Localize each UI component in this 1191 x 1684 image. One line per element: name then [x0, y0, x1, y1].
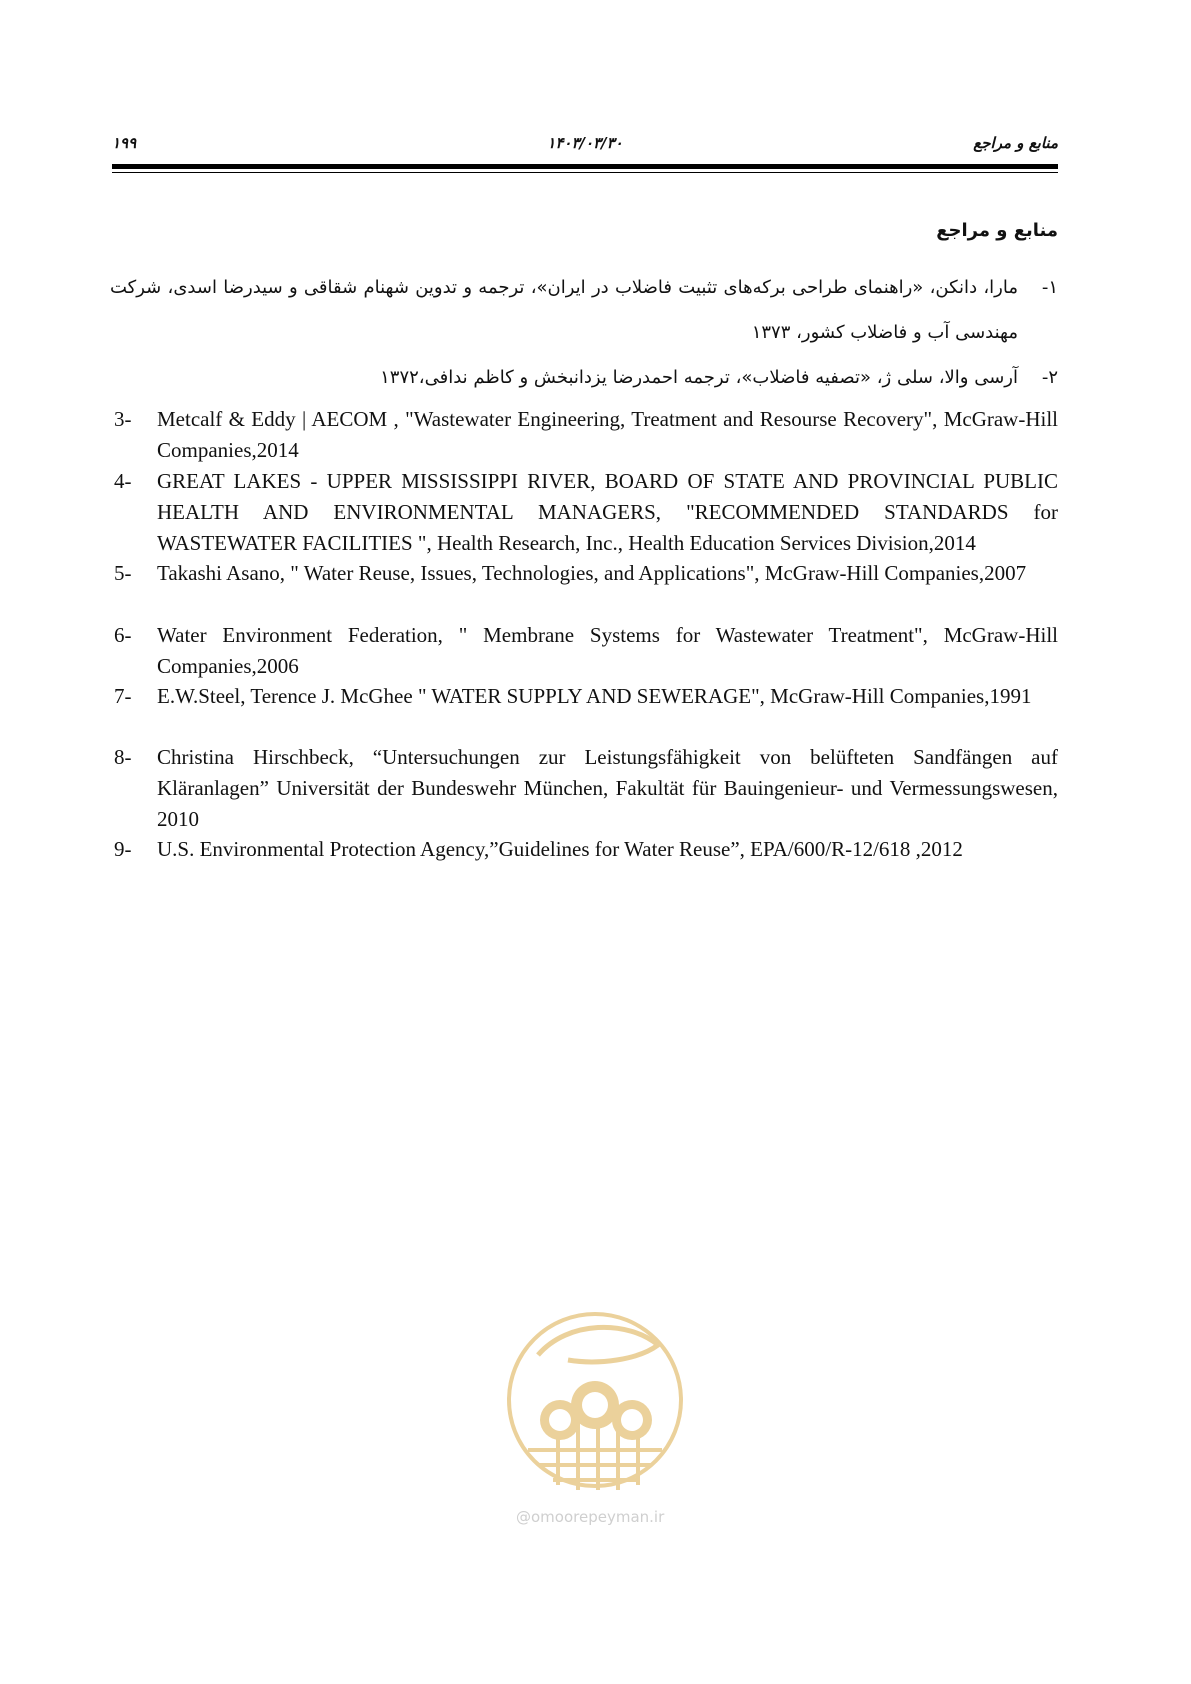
running-title: منابع و مراجع	[973, 134, 1058, 152]
reference-number: 5-	[114, 561, 132, 585]
reference-text: آرسی والا، سلی ژ، «تصفیه فاضلاب»، ترجمه احمدرضا یزدانبخش و کاظم ندافی،۱۳۷۲	[380, 367, 1018, 388]
reference-number: ۱-	[1041, 277, 1058, 298]
reference-text: E.W.Steel, Terence J. McGhee " WATER SUPPLY AND SEWERAGE", McGraw-Hill Companies,1991	[157, 684, 1032, 708]
reference-item	[114, 681, 1058, 712]
reference-text: Metcalf & Eddy | AECOM , "Wastewater Engineering, Treatment and Resourse Recovery", McGraw-Hill Companies,2014	[157, 407, 1058, 462]
reference-text: Christina Hirschbeck, “Untersuchungen zur Leistungsfähigkeit von belüfteten Sandfängen auf Kläranlagen” Universität der Bundeswehr München, Fakultät für Bauingenieur- und Vermessungswesen, 2010	[157, 745, 1058, 831]
reference-number: ۲-	[1041, 367, 1058, 388]
reference-text: U.S. Environmental Protection Agency,”Guidelines for Water Reuse”, EPA/600/R-12/618 ,2012	[157, 837, 963, 861]
reference-text: Takashi Asano, " Water Reuse, Issues, Technologies, and Applications", McGraw-Hill Companies,2007	[157, 561, 1027, 585]
page-header	[112, 128, 1058, 158]
reference-item	[114, 620, 1058, 682]
reference-number: 7-	[114, 684, 132, 708]
reference-number: 8-	[114, 745, 132, 769]
reference-text: Water Environment Federation, " Membrane Systems for Wastewater Treatment", McGraw-Hill Companies,2006	[157, 623, 1058, 678]
section-title: منابع و مراجع	[936, 220, 1058, 241]
reference-item	[114, 742, 1058, 835]
reference-item	[114, 834, 1058, 865]
reference-item	[114, 558, 1058, 589]
watermark-logo	[498, 1300, 692, 1530]
reference-number: 3-	[114, 407, 132, 431]
header-rule-thin	[112, 172, 1058, 173]
reference-number: 9-	[114, 837, 132, 861]
reference-text: GREAT LAKES - UPPER MISSISSIPPI RIVER, BOARD OF STATE AND PROVINCIAL PUBLIC HEALTH AND ENVIRONMENTAL MANAGERS, "RECOMMENDED STANDARDS for WASTEWATER FACILITIES ", Health Research, Inc., Health Education Services Division,2014	[157, 469, 1058, 555]
page-number: ۱۹۹	[112, 134, 137, 152]
header-date: ۱۴۰۳/۰۳/۳۰	[547, 134, 623, 152]
reference-text: مارا، دانکن، «راهنمای طراحی برکه‌های تثبیت فاضلاب در ایران»، ترجمه و تدوین شهنام شقاقی و سیدرضا اسدی، شرکت مهندسی آب و فاضلاب کشور، ۱۳۷۳	[110, 277, 1018, 343]
header-rule-thick	[112, 164, 1058, 169]
reference-number: 4-	[114, 469, 132, 493]
reference-number: 6-	[114, 623, 132, 647]
reference-item	[114, 466, 1058, 559]
watermark-url: @omoorepeyman.ir	[516, 1508, 665, 1526]
reference-item	[110, 355, 1058, 400]
reference-item	[114, 404, 1058, 466]
reference-item	[110, 265, 1058, 355]
